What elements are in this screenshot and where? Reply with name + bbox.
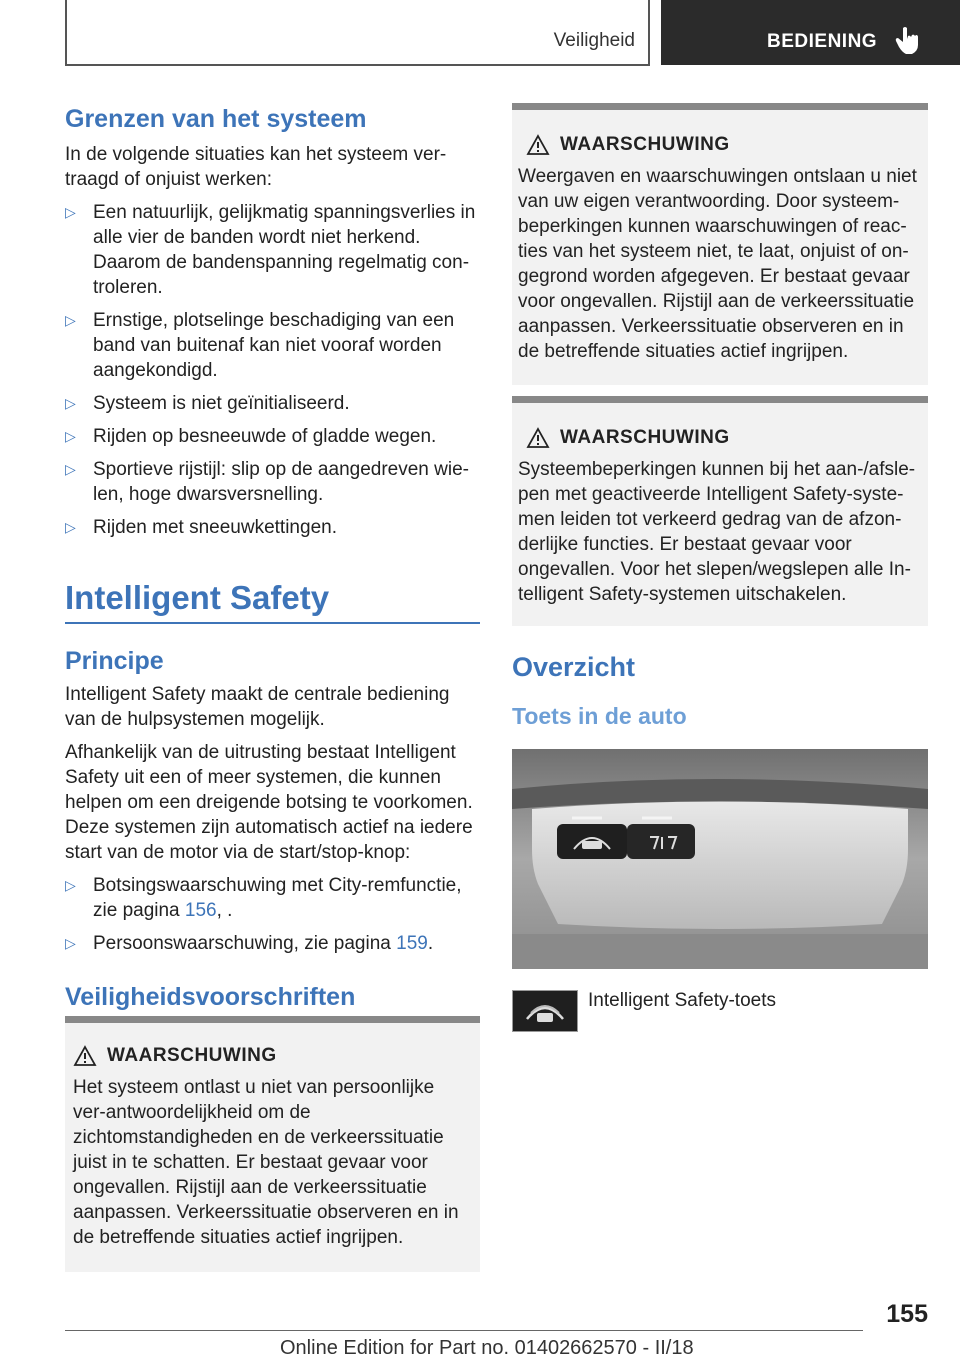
- left-column: [65, 104, 480, 1012]
- header-chapter-tab[interactable]: [661, 0, 960, 65]
- warning-title: WAARSCHUWING: [73, 1045, 472, 1067]
- warning-text: Het systeem ontlast u niet van persoonlijke ver-antwoordelijkheid om de zichtomstandigheden en de verkeerssituatie juist in te schatten. Er bestaat gevaar voor ongevallen. Rijstijl aan de verkeerssituatie aanpassen. Verkeerssituatie observeren en in de betreffende situaties actief ingrijpen.: [73, 1077, 459, 1248]
- header-rule: [65, 64, 650, 66]
- warning-triangle-icon: [73, 1045, 97, 1067]
- page-link-156[interactable]: 156: [184, 899, 217, 921]
- warning-box-rules: [65, 1016, 480, 1272]
- button-caption: Intelligent Safety-toets: [588, 990, 776, 1011]
- page-link-159[interactable]: 159: [396, 932, 428, 954]
- principle-paragraph-1: Intelligent Safety maakt de centrale bediening van de hulpsystemen mogelijk.: [65, 683, 450, 730]
- right-column: [512, 650, 928, 730]
- warning-text: Weergaven en waarschuwingen ontslaan u niet van uw eigen verantwoording. Door systeem-beperkingen kunnen waarschuwingen of reac-ties van het systeem niet, te laat, onjuist of on-gegrond worden afgegeven. Er bestaat gevaar voor ongevallen. Rijstijl aan de verkeerssituatie aanpassen. Verkeerssituatie observeren en in de betreffende situaties actief ingrijpen.: [518, 166, 917, 362]
- footer-rule: [65, 1330, 863, 1331]
- safety-heading: Intelligent Safety: [65, 579, 330, 616]
- triangle-bullet-icon: ▷: [65, 519, 76, 535]
- button-photo: [512, 749, 928, 969]
- triangle-bullet-icon: ▷: [65, 461, 76, 477]
- header-chapter-label: BEDIENING: [767, 31, 878, 52]
- list-item: ▷ Systeem is niet geïnitialiseerd.: [65, 393, 350, 414]
- dashboard-panel-illustration: [512, 749, 928, 969]
- button-heading: Toets in de auto: [512, 703, 687, 729]
- limits-heading: Grenzen van het systeem: [65, 105, 367, 133]
- triangle-bullet-icon: ▷: [65, 204, 76, 220]
- list-item: ▷ Botsingswaarschuwing met City-remfunctie, zie pagina 156, .: [65, 874, 462, 921]
- warning-title: WAARSCHUWING: [518, 134, 922, 156]
- warning-box-1: [512, 103, 928, 385]
- limits-intro: In de volgende situaties kan het systeem ver-traagd of onjuist werken:: [65, 144, 447, 190]
- header-rule-left: [65, 0, 67, 65]
- warning-title: WAARSCHUWING: [518, 427, 922, 449]
- principle-heading: Principe: [65, 646, 164, 675]
- triangle-bullet-icon: ▷: [65, 395, 76, 411]
- safety-button-thumbnail: [512, 990, 578, 1032]
- triangle-bullet-icon: ▷: [65, 428, 76, 444]
- footer-edition: Online Edition for Part no. 01402662570 - II/18: [280, 1337, 694, 1359]
- safety-heading-rule: [65, 622, 480, 624]
- header-rule-right: [648, 0, 650, 65]
- triangle-bullet-icon: ▷: [65, 876, 76, 893]
- list-item: ▷ Ernstige, plotselinge beschadiging van een band van buitenaf kan niet vooraf worden aangekondigd.: [65, 310, 455, 381]
- principle-paragraph-2: Afhankelijk van de uitrusting bestaat Intelligent Safety uit een of meer systemen, die kunnen helpen om een dreigende botsing te voorkomen. Deze systemen zijn automatisch actief na iedere start van de motor via de start/stop-knop:: [65, 741, 473, 863]
- list-item: ▷ Sportieve rijstijl: slip op de aangedreven wie-len, hoge dwarsversnelling.: [65, 459, 469, 505]
- list-item: ▷ Persoonswaarschuwing, zie pagina 159.: [65, 932, 434, 954]
- triangle-bullet-icon: ▷: [65, 312, 76, 328]
- header-section: Veiligheid: [553, 30, 635, 51]
- warning-text: Systeembeperkingen kunnen bij het aan-/afsle-pen met geactiveerde Intelligent Safety-syste-men leiden tot verkeerd gedrag van de afzon-derlijke functies. Er bestaat gevaar voor ongevallen. Voor het slepen/wegslepen alle In-telligent Safety-systemen uitschakelen.: [518, 459, 916, 605]
- list-item: ▷ Rijden op besneeuwde of gladde wegen.: [65, 426, 437, 447]
- overview-heading: Overzicht: [512, 652, 636, 682]
- hand-pointer-icon: [895, 26, 921, 56]
- list-item: ▷ Een natuurlijk, gelijkmatig spanningsverlies in alle vier de banden wordt niet herkend. Daarom de bandenspanning regelmatig con-troleren.: [65, 202, 476, 298]
- rules-heading: Veiligheidsvoorschriften: [65, 982, 356, 1011]
- warning-triangle-icon: [526, 427, 550, 449]
- intelligent-safety-icon: [513, 991, 577, 1031]
- warning-box-2: [512, 396, 928, 626]
- list-item: ▷ Rijden met sneeuwkettingen.: [65, 517, 337, 538]
- principle-list: [65, 873, 480, 956]
- limits-list: [65, 200, 480, 540]
- page-number: 155: [886, 1300, 928, 1328]
- warning-triangle-icon: [526, 134, 550, 156]
- triangle-bullet-icon: ▷: [65, 934, 76, 951]
